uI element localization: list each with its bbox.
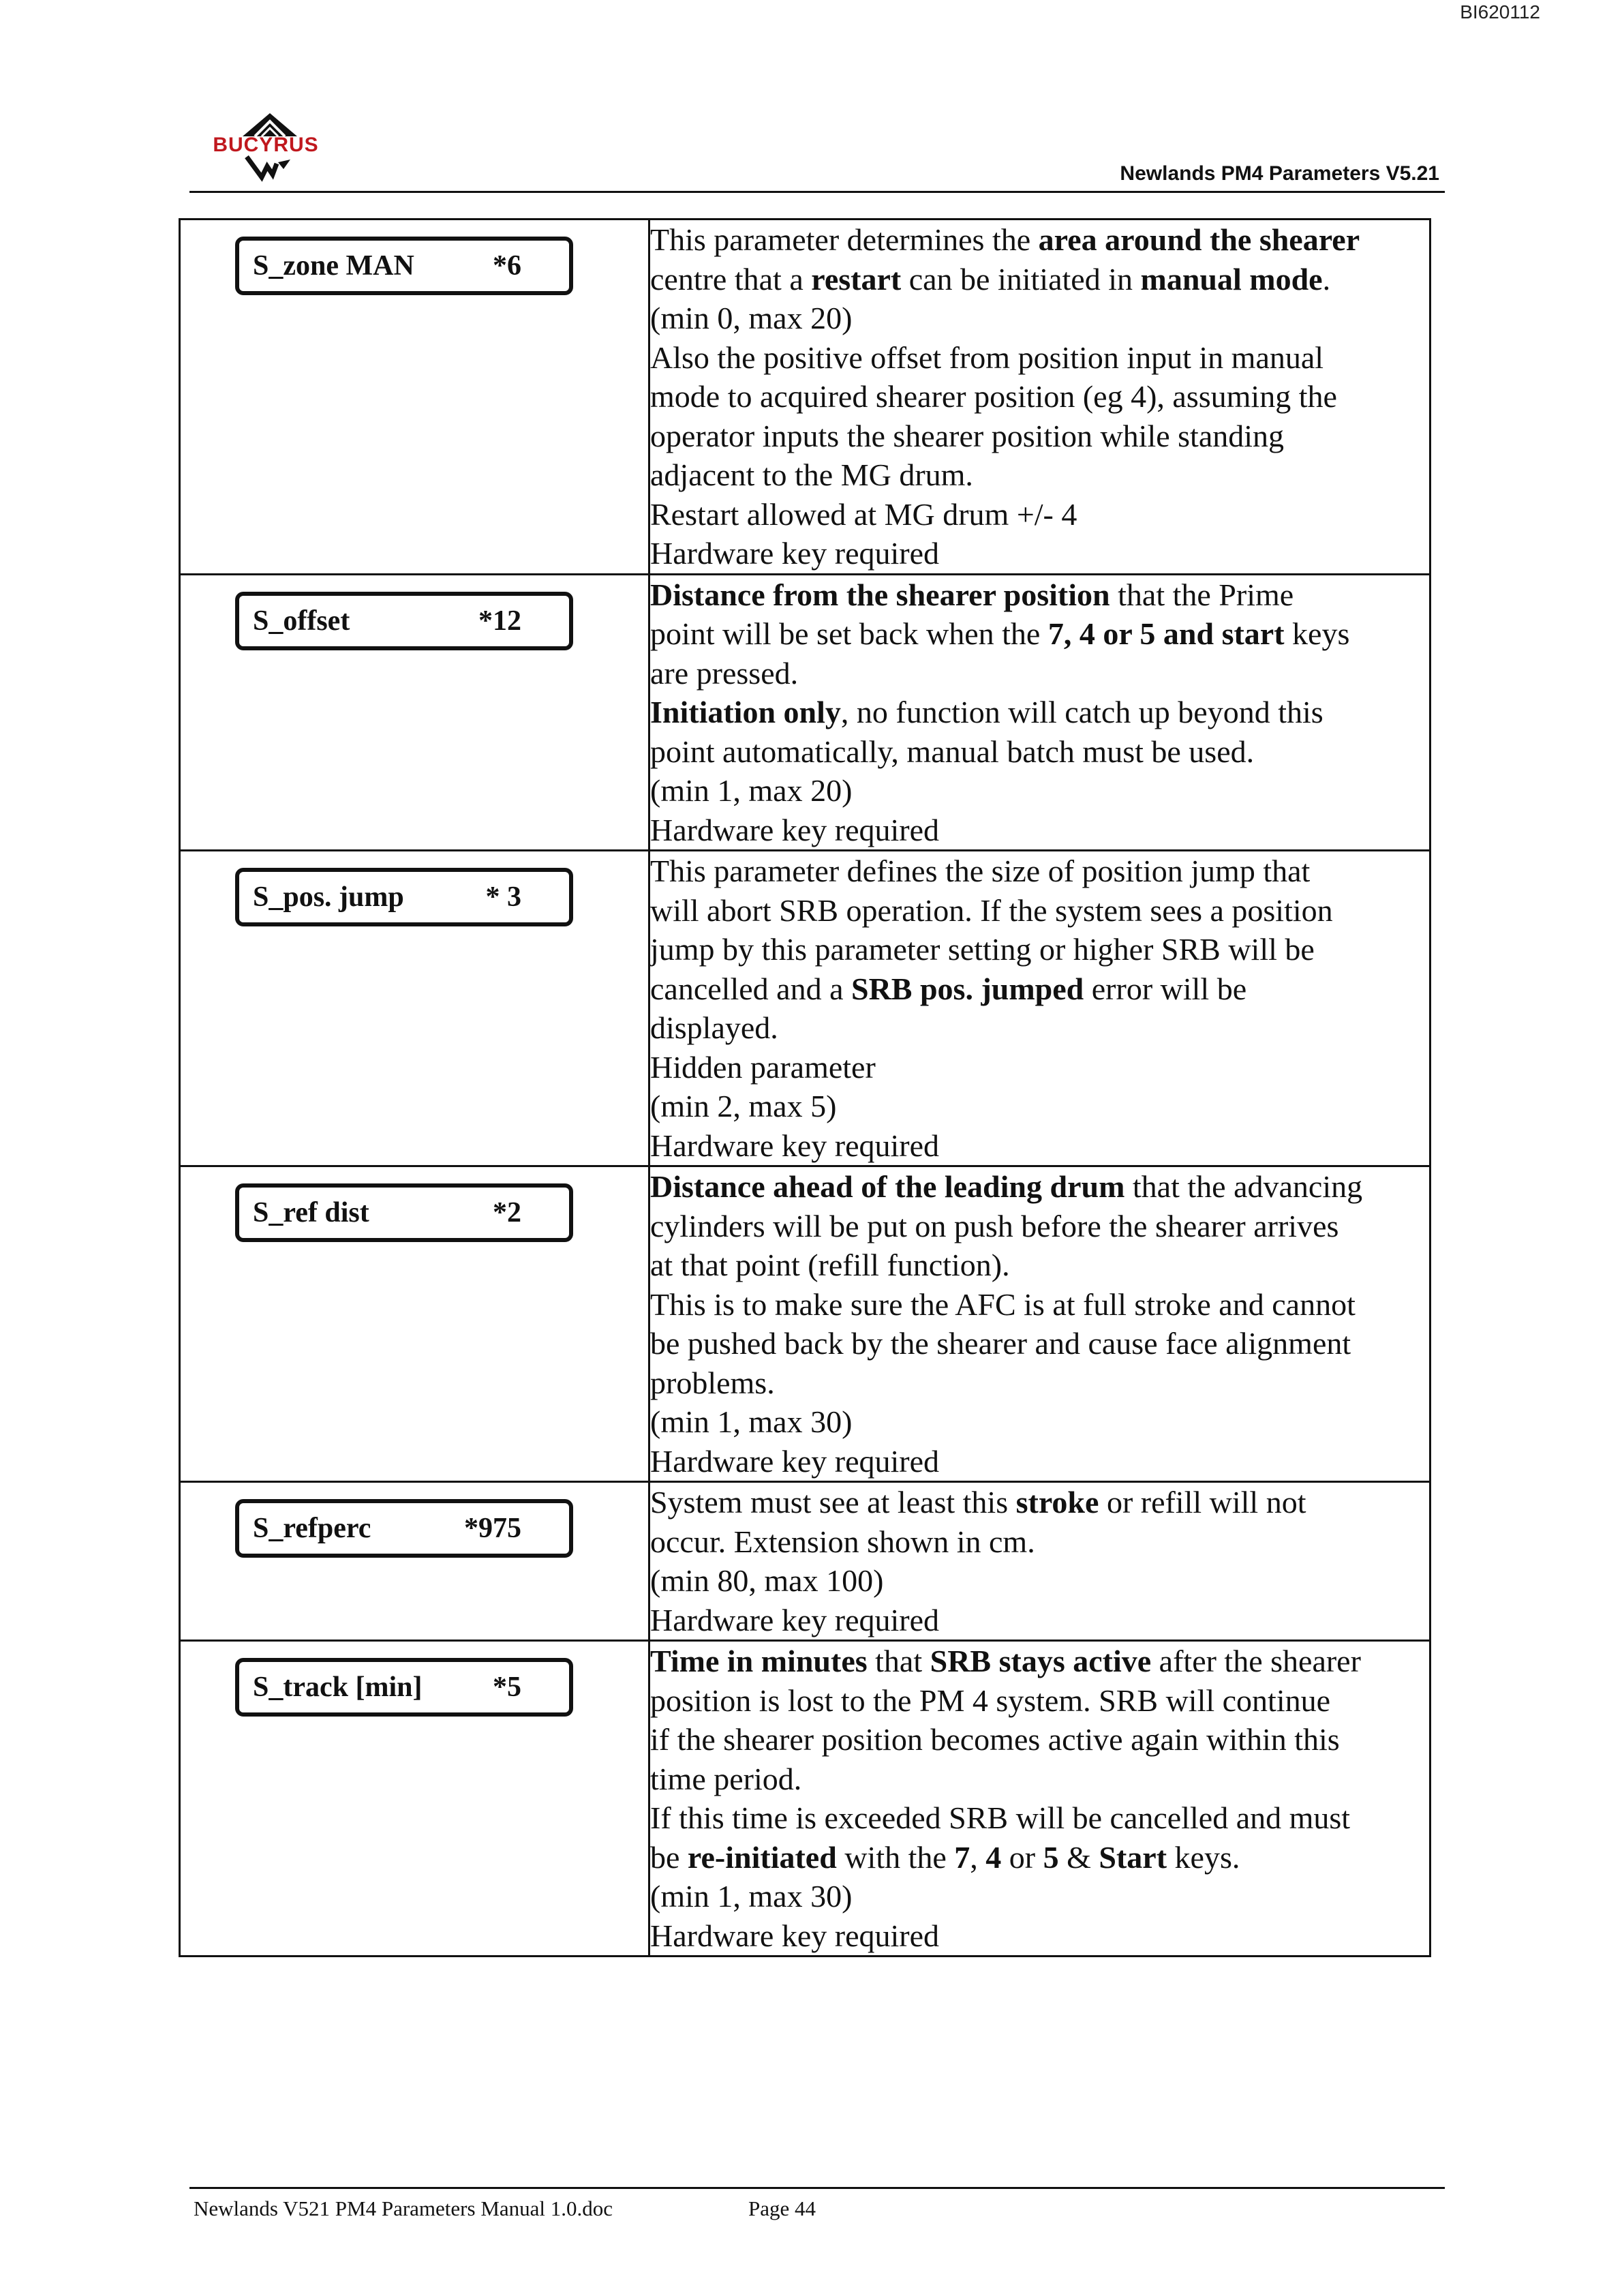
parameter-description — [649, 220, 1430, 575]
description-text: or refill will not — [1099, 1485, 1306, 1520]
description-line — [650, 1402, 1429, 1442]
description-line — [650, 1126, 1429, 1166]
parameter-value: *2 — [493, 1197, 521, 1228]
description-text: , no function will catch up beyond this — [840, 695, 1323, 729]
description-line — [650, 1167, 1429, 1207]
logo-wordmark: BUCYRUS — [213, 134, 319, 156]
description-text: Restart allowed at MG drum +/- 4 — [650, 496, 1077, 532]
header-rule — [189, 191, 1445, 193]
description-line — [650, 851, 1429, 891]
document-id: BI620112 — [1460, 1, 1540, 22]
description-text: point will be set back when the — [650, 616, 1048, 651]
parameter-row — [180, 574, 1430, 851]
description-line — [650, 1601, 1429, 1640]
description-text: occur. Extension shown in cm. — [650, 1524, 1035, 1559]
parameter-name: S_offset — [253, 605, 350, 637]
description-bold-text: manual mode — [1140, 261, 1323, 297]
description-line — [650, 1877, 1429, 1916]
description-text: are pressed. — [650, 655, 799, 691]
description-text: . — [1322, 261, 1331, 297]
description-line — [650, 1285, 1429, 1325]
parameter-description — [649, 1482, 1430, 1641]
description-text: Hidden parameter — [650, 1049, 876, 1085]
description-text: Hardware key required — [650, 1602, 939, 1637]
description-line — [650, 1324, 1429, 1363]
description-line — [650, 1838, 1429, 1877]
description-line — [650, 1207, 1429, 1246]
parameter-description — [649, 574, 1430, 851]
parameter-value: *975 — [464, 1513, 521, 1544]
description-text: or — [1001, 1839, 1043, 1875]
description-bold-text: stroke — [1015, 1485, 1099, 1520]
description-text: operator inputs the shearer position while standing — [650, 418, 1285, 453]
parameter-display-box — [235, 1499, 573, 1558]
description-line — [650, 495, 1429, 534]
description-text: at that point (refill function). — [650, 1248, 1010, 1282]
description-text: be pushed back by the shearer and cause face alignment — [650, 1326, 1351, 1361]
parameter-value: * 3 — [485, 881, 521, 913]
description-line — [650, 1561, 1429, 1601]
parameter-value: *12 — [478, 605, 521, 637]
description-bold-text: area around the shearer — [1038, 222, 1360, 257]
description-text: keys — [1284, 616, 1350, 651]
parameter-display-box — [235, 1658, 573, 1717]
description-text: & — [1058, 1839, 1099, 1875]
description-bold-text: SRB pos. jumped — [851, 971, 1084, 1006]
description-line — [650, 338, 1429, 378]
parameter-key-cell — [180, 1482, 649, 1641]
parameter-name: S_refperc — [253, 1513, 371, 1544]
description-text: Hardware key required — [650, 1128, 939, 1163]
description-line — [650, 417, 1429, 456]
description-bold-text: re-initiated — [687, 1839, 837, 1875]
description-line — [650, 220, 1429, 260]
description-text: centre that a — [650, 261, 812, 297]
description-text: after the shearer — [1151, 1644, 1361, 1678]
description-bold-text: Distance ahead of the leading drum — [650, 1169, 1125, 1204]
description-line — [650, 455, 1429, 495]
description-text: This parameter determines the — [650, 222, 1039, 257]
description-text: if the shearer position becomes active again within this — [650, 1722, 1340, 1757]
footer-page-number: Page 44 — [748, 2196, 816, 2220]
description-line — [650, 1916, 1429, 1956]
description-text: Hardware key required — [650, 536, 939, 571]
parameter-display-box — [235, 592, 573, 650]
description-line — [650, 1363, 1429, 1403]
parameter-name: S_track [min] — [253, 1672, 423, 1703]
description-text: (min 1, max 30) — [650, 1879, 853, 1914]
description-text: (min 80, max 100) — [650, 1563, 884, 1598]
description-text: point automatically, manual batch must be used. — [650, 734, 1255, 769]
parameter-row — [180, 851, 1430, 1166]
description-line — [650, 1720, 1429, 1759]
description-text: that the Prime — [1110, 577, 1294, 612]
description-text: (min 2, max 5) — [650, 1089, 837, 1123]
bucyrus-logo — [204, 109, 327, 184]
parameter-key-cell — [180, 1166, 649, 1482]
description-line — [650, 1442, 1429, 1481]
description-text: error will be — [1084, 971, 1247, 1006]
description-text: jump by this parameter setting or higher SRB will be — [650, 932, 1315, 967]
parameter-row — [180, 220, 1430, 575]
description-text: Hardware key required — [650, 812, 939, 847]
parameter-display-box — [235, 237, 573, 295]
description-bold-text: Start — [1099, 1839, 1167, 1875]
description-line — [650, 1798, 1429, 1838]
parameter-value: *5 — [493, 1672, 521, 1703]
description-text: adjacent to the MG drum. — [650, 457, 973, 492]
description-line — [650, 1048, 1429, 1087]
parameter-description — [649, 1641, 1430, 1957]
parameter-key-cell — [180, 574, 649, 851]
description-line — [650, 654, 1429, 693]
parameter-value: *6 — [493, 250, 521, 282]
description-text: mode to acquired shearer position (eg 4), assuming the — [650, 379, 1337, 414]
description-text: that — [867, 1644, 930, 1678]
description-line — [650, 1087, 1429, 1126]
description-text: can be initiated in — [901, 261, 1141, 297]
description-line — [650, 1681, 1429, 1721]
description-line — [650, 1642, 1429, 1681]
parameter-key-cell — [180, 1641, 649, 1957]
description-line — [650, 377, 1429, 417]
description-line — [650, 575, 1429, 615]
description-text: keys. — [1167, 1839, 1240, 1875]
description-text: cancelled and a — [650, 971, 851, 1006]
description-line — [650, 891, 1429, 931]
description-text: This is to make sure the AFC is at full stroke and cannot — [650, 1286, 1356, 1322]
description-line — [650, 693, 1429, 732]
description-text: be — [650, 1839, 688, 1875]
parameter-key-cell — [180, 220, 649, 575]
description-bold-text: 7, 4 or 5 and start — [1047, 616, 1285, 651]
description-text: (min 1, max 20) — [650, 773, 853, 808]
description-bold-text: Distance from the shearer position — [650, 577, 1110, 612]
description-line — [650, 771, 1429, 811]
description-text: cylinders will be put on push before the shearer arrives — [650, 1208, 1339, 1243]
description-bold-text: 4 — [985, 1839, 1002, 1875]
description-line — [650, 1483, 1429, 1522]
description-text: Hardware key required — [650, 1443, 939, 1479]
description-bold-text: Initiation only — [650, 695, 841, 729]
description-bold-text: SRB stays active — [930, 1644, 1152, 1678]
description-bold-text: restart — [811, 261, 902, 297]
header-title: Newlands PM4 Parameters V5.21 — [1120, 162, 1439, 185]
description-text: System must see at least this — [650, 1485, 1016, 1520]
parameter-display-box — [235, 1183, 573, 1242]
parameter-name: S_ref dist — [253, 1197, 369, 1228]
parameter-key-cell — [180, 851, 649, 1166]
description-line — [650, 1522, 1429, 1562]
description-text: If this time is exceeded SRB will be cancelled and must — [650, 1800, 1351, 1835]
description-text: with the — [836, 1839, 955, 1875]
parameter-description — [649, 851, 1430, 1166]
parameter-row — [180, 1641, 1430, 1957]
description-line — [650, 614, 1429, 654]
description-line — [650, 969, 1429, 1009]
description-text: (min 1, max 30) — [650, 1404, 853, 1439]
parameter-name: S_pos. jump — [253, 881, 404, 913]
description-line — [650, 1008, 1429, 1048]
description-text: Hardware key required — [650, 1918, 939, 1953]
description-text: will abort SRB operation. If the system sees a position — [650, 892, 1333, 928]
description-line — [650, 1759, 1429, 1799]
parameter-name: S_zone MAN — [253, 250, 414, 282]
description-bold-text: Time in minutes — [650, 1644, 868, 1678]
parameter-row — [180, 1166, 1430, 1482]
description-text: (min 0, max 20) — [650, 301, 853, 335]
description-line — [650, 299, 1429, 338]
description-bold-text: 5 — [1043, 1839, 1059, 1875]
description-text: problems. — [650, 1365, 775, 1400]
description-text: that the advancing — [1124, 1169, 1363, 1204]
description-text: This parameter defines the size of position jump that — [650, 854, 1311, 888]
description-text: , — [970, 1839, 986, 1875]
description-text: time period. — [650, 1761, 802, 1796]
description-bold-text: 7 — [954, 1839, 970, 1875]
description-line — [650, 534, 1429, 573]
description-line — [650, 811, 1429, 850]
description-text: position is lost to the PM 4 system. SRB will continue — [650, 1682, 1331, 1718]
description-line — [650, 260, 1429, 299]
footer-filename: Newlands V521 PM4 Parameters Manual 1.0.doc — [194, 2196, 613, 2220]
description-text: displayed. — [650, 1010, 778, 1045]
parameters-table — [179, 218, 1431, 1957]
description-line — [650, 930, 1429, 969]
description-text: Also the positive offset from position input in manual — [650, 339, 1324, 375]
description-line — [650, 732, 1429, 772]
footer-rule — [189, 2187, 1445, 2189]
description-line — [650, 1245, 1429, 1285]
parameter-description — [649, 1166, 1430, 1482]
parameter-row — [180, 1482, 1430, 1641]
parameter-display-box — [235, 868, 573, 926]
